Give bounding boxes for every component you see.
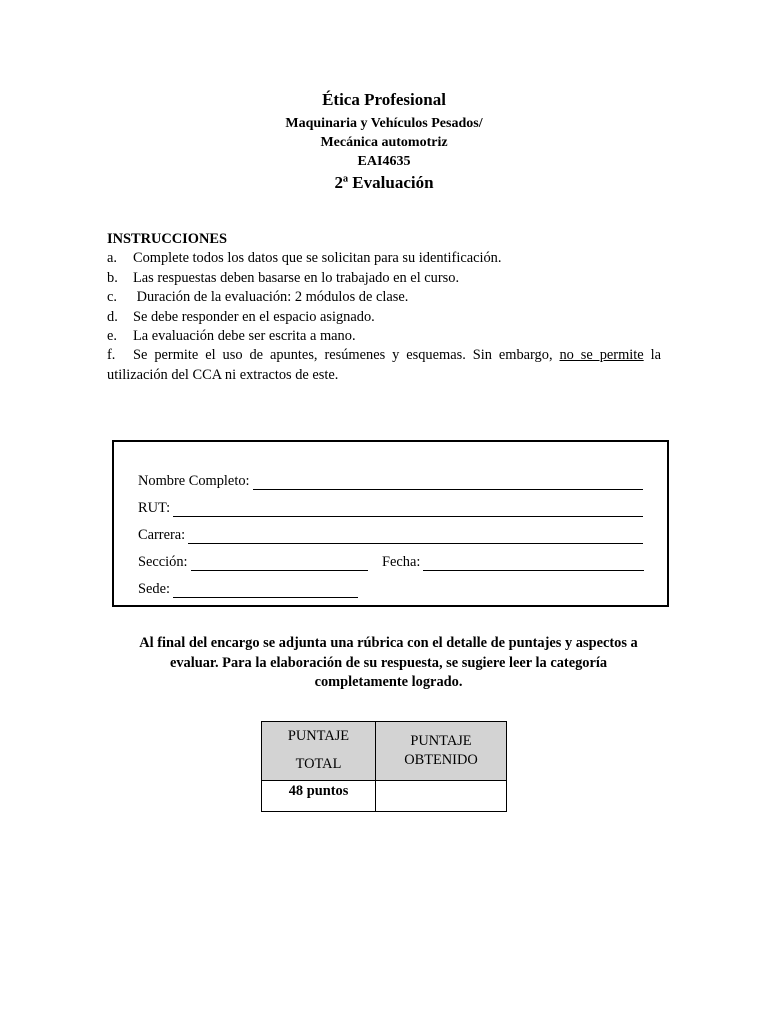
career-blank[interactable] [188,529,643,544]
header-text: TOTAL [295,756,342,772]
instruction-item [107,327,661,346]
program-line-2: Mecánica automotriz [320,135,448,150]
rubric-note-line: Al final del encargo se adjunta una rúbrica con el detalle de puntajes y aspectos a [139,635,638,651]
instruction-item [107,288,661,307]
rut-blank[interactable] [173,502,643,517]
table-header-row [262,722,507,781]
date-field [382,553,644,571]
instruction-letter: d. [107,308,118,325]
total-score-value: 48 puntos [262,781,376,812]
document-header [0,90,768,193]
instruction-item-f [107,346,661,385]
obtained-score-header [376,722,507,781]
rut-label: RUT: [138,500,171,516]
date-blank[interactable] [423,556,644,571]
instruction-letter: f. [107,347,116,364]
campus-field [138,580,358,598]
header-text: PUNTAJE [410,733,472,749]
instructions-heading: INSTRUCCIONES [107,231,227,247]
section-label: Sección: [138,554,188,570]
score-table [261,721,507,812]
rut-field [138,499,643,517]
instruction-text: La evaluación debe ser escrita a mano. [133,328,356,345]
rubric-note-line: completamente logrado. [314,674,463,690]
instruction-item [107,269,661,288]
instruction-item [107,308,661,327]
instruction-text: Complete todos los datos que se solicitan para su identificación. [133,250,502,267]
table-row [262,781,507,812]
instruction-item [107,249,661,268]
instruction-text: Las respuestas deben basarse en lo trabajado en el curso. [133,269,460,286]
instructions-section [107,230,661,385]
rubric-note [112,634,665,693]
course-code: EAI4635 [357,154,411,169]
instruction-letter: e. [107,328,117,345]
obtained-score-cell[interactable] [376,781,507,812]
instruction-letter: a. [107,250,117,267]
career-label: Carrera: [138,527,186,543]
instruction-letter: b. [107,269,118,286]
instruction-f-before: Se permite el uso de apuntes, resúmenes y esquemas. Sin embargo, [133,347,560,364]
full-name-blank[interactable] [253,475,643,490]
total-score-header [262,722,376,781]
full-name-field [138,472,643,490]
campus-label: Sede: [138,581,170,597]
instruction-letter: c. [107,289,117,306]
instruction-text: Se debe responder en el espacio asignado. [133,308,375,325]
career-field [138,526,643,544]
header-text: OBTENIDO [404,752,478,768]
section-blank[interactable] [191,556,368,571]
full-name-label: Nombre Completo: [138,473,250,489]
course-title: Ética Profesional [322,90,446,109]
date-label: Fecha: [382,554,421,570]
header-text: PUNTAJE [287,728,350,744]
instruction-f-emphasis: no se permite [559,347,644,364]
evaluation-title: 2ª Evaluación [334,173,434,192]
identification-box [112,440,669,607]
campus-blank[interactable] [173,583,358,598]
rubric-note-line: evaluar. Para la elaboración de su respuesta, se sugiere leer la categoría [169,654,608,671]
instruction-f-after: la utilización del CCA ni extractos de este. [107,347,662,383]
program-line-1: Maquinaria y Vehículos Pesados/ [285,116,483,131]
instruction-text: Duración de la evaluación: 2 módulos de clase. [133,289,409,306]
section-field [138,553,368,571]
